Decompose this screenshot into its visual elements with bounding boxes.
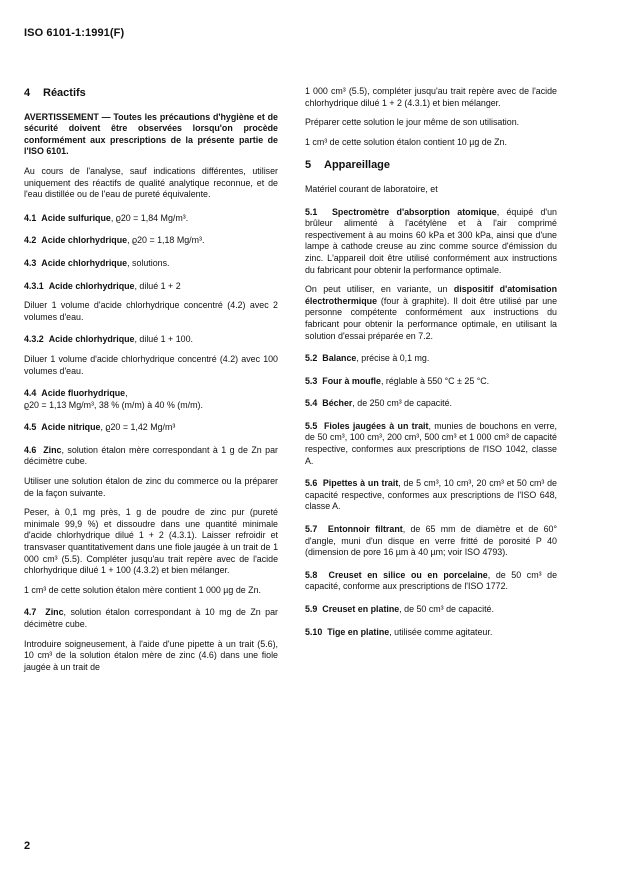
prepare-paragraph: Préparer cette solution le jour même de son utilisation. [305,117,520,128]
item-4-6-p1: Utiliser une solution étalon de zinc du commerce ou la préparer de la façon suivante. [24,476,278,498]
continued-paragraph: 1 000 cm³ (5.5), compléter jusqu'au trait repère avec de l'acide chlorhydrique dilué 1 + 2 (4.3.1) et bien mélanger. [305,86,557,108]
item-4-5: 4.5 Acide nitrique, ϱ20 = 1,42 Mg/m³ [24,422,176,433]
item-4-2: 4.2 Acide chlorhydrique, ϱ20 = 1,18 Mg/m³. [24,235,205,246]
item-5-6: 5.6 Pipettes à un trait, de 5 cm³, 10 cm³, 20 cm³ et 50 cm³ de capacité respective, conformes aux prescriptions de l'ISO 648, classe A. [305,478,557,512]
section-4-title: 4 Réactifs [24,87,86,99]
item-4-4: 4.4 Acide fluorhydrique, ϱ20 = 1,13 Mg/m³, 38 % (m/m) à 40 % (m/m). [24,388,203,410]
item-4-3: 4.3 Acide chlorhydrique, solutions. [24,257,170,268]
item-4-6-p3: 1 cm³ de cette solution étalon mère contient 1 000 µg de Zn. [24,584,261,595]
right-column [305,86,557,649]
page-number: 2 [24,840,31,852]
document-header: ISO 6101-1:1991(F) [24,27,125,39]
item-4-3-1: 4.3.1 Acide chlorhydrique, dilué 1 + 2 [24,280,181,291]
item-4-3-1-text: Diluer 1 volume d'acide chlorhydrique concentré (4.2) avec 2 volumes d'eau. [24,300,278,322]
warning-paragraph: AVERTISSEMENT — Toutes les précautions d'hygiène et de sécurité doivent être observées lorsqu'on procède conformément aux prescriptions de la présente partie de l'ISO 6101. [24,111,278,157]
section-5-title: 5 Appareillage [305,159,391,172]
item-4-7: 4.7 Zinc, solution étalon correspondant à 10 mg de Zn par décimètre cube. [24,607,278,629]
item-5-7: 5.7 Entonnoir filtrant, de 65 mm de diamètre et de 60° d'angle, muni d'un disque en verre fritté de porosité P 40 (dimension de pore 16 µm à 40 µm; voir ISO 4793). [305,524,557,558]
item-4-7-p1: Introduire soigneusement, à l'aide d'une pipette à un trait (5.6), 10 cm³ de la solution étalon mère de zinc (4.6) dans une fiole jaugée à un trait de [24,638,278,672]
item-5-2: 5.2 Balance, précise à 0,1 mg. [305,353,430,364]
item-5-1-variant: On peut utiliser, en variante, un dispositif d'atomisation électrothermique (four à graphite). Il doit être utilisé par une personne compétente conformément aux instructions du fabricant pour obtenir la performance optimale, en utilisant la solution d'essai préparée en 7.2. [305,284,558,341]
item-5-1: 5.1 Spectromètre d'absorption atomique, équipé d'un brûleur alimenté à l'acétylène et à l'air comprimé respectivement à au moins 60 kPa et 300 kPa, ainsi que d'une lampe à cathode creuse au zinc comme source d'émission du zinc. L'appareil doit être utilisé conformément aux instructions du fabricant pour obtenir la performance optimale. [305,206,557,275]
concentration-paragraph: 1 cm³ de cette solution étalon contient 10 µg de Zn. [305,136,507,147]
item-4-3-2: 4.3.2 Acide chlorhydrique, dilué 1 + 100. [24,334,193,345]
item-4-1: 4.1 Acide sulfurique, ϱ20 = 1,84 Mg/m³. [24,212,189,223]
item-5-3: 5.3 Four à moufle, réglable à 550 °C ± 25 °C. [305,375,490,386]
item-5-4: 5.4 Bécher, de 250 cm³ de capacité. [305,398,453,409]
item-4-6-p2: Peser, à 0,1 mg près, 1 g de poudre de zinc pur (pureté minimale 99,9 %) et dissoudre dans une quantité minimale d'acide chlorhydrique dilué 1 + 2 (4.3.1). Laisser refroidir et transvaser quantitativement dans une fiole jaugée à un trait de 1 000 cm³ (5.5). Compléter jusqu'au trait repère avec de l'acide chlorhydrique dilué 1 + 100 (4.3.2) et bien mélanger. [24,507,278,576]
item-5-9: 5.9 Creuset en platine, de 50 cm³ de capacité. [305,604,494,614]
item-5-10: 5.10 Tige en platine, utilisée comme agitateur. [305,626,493,637]
item-5-8: 5.8 Creuset en silice ou en porcelaine, de 50 cm³ de capacité, conforme aux prescriptions de l'ISO 1772. [305,569,558,592]
equipment-intro: Matériel courant de laboratoire, et [305,183,438,194]
left-column [24,86,278,681]
item-4-3-2-text: Diluer 1 volume d'acide chlorhydrique concentré (4.2) avec 100 volumes d'eau. [24,353,278,376]
item-5-5: 5.5 Fioles jaugées à un trait, munies de bouchons en verre, de 50 cm³, 100 cm³, 200 cm³, 500 cm³ et 1 000 cm³ de capacité respective, conformes aux prescriptions de l'ISO 1042, classe A. [305,420,557,466]
item-4-6: 4.6 Zinc, solution étalon mère correspondant à 1 g de Zn par décimètre cube. [24,444,278,467]
intro-paragraph: Au cours de l'analyse, sauf indications différentes, utiliser uniquement des réactifs de qualité analytique reconnue, et de l'eau distillée ou de l'eau de pureté équivalente. [24,165,278,200]
